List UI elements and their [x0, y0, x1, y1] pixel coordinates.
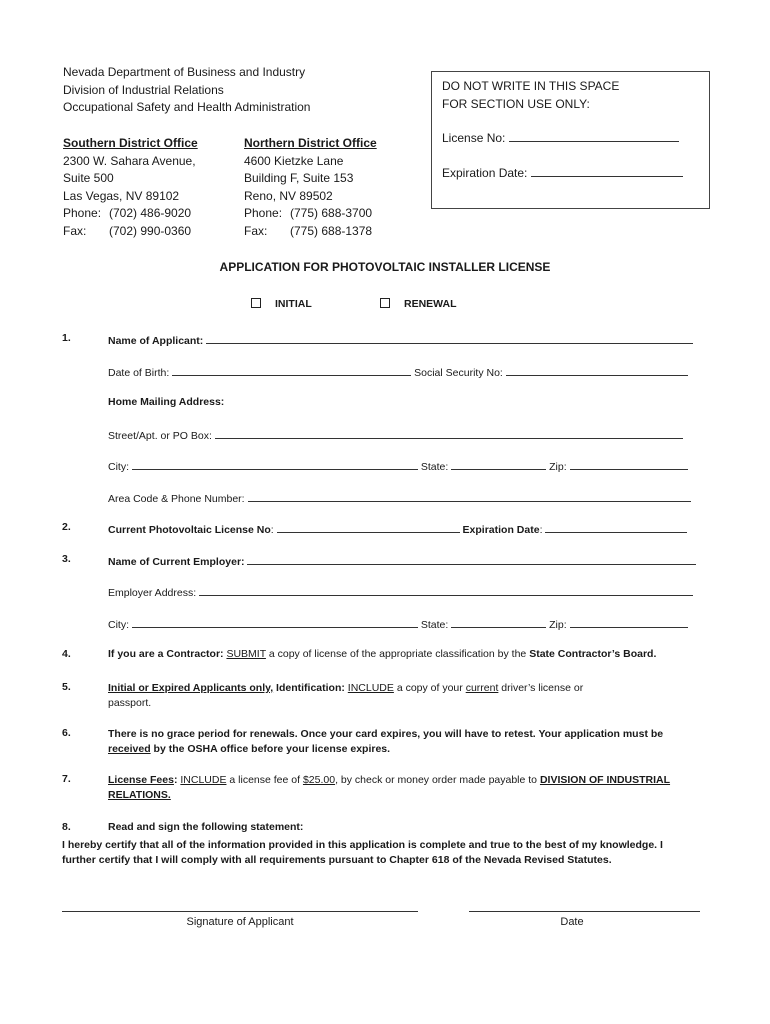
received-text: received: [108, 743, 151, 755]
street-field[interactable]: [215, 427, 683, 439]
contractors-board-text: State Contractor’s Board.: [529, 648, 657, 660]
osha-name: Occupational Safety and Health Administration: [63, 100, 311, 114]
fax-number: (775) 688-1378: [290, 223, 373, 238]
certification-line2: further certify that I will comply with all requirements pursuant to Chapter 618 of the Nevada Revised Statutes.: [62, 854, 612, 866]
form-title: APPLICATION FOR PHOTOVOLTAIC INSTALLER LICENSE: [219, 260, 551, 274]
southern-address-line: Las Vegas, NV 89102: [63, 188, 180, 203]
home-city-row: [108, 458, 688, 473]
identification-label: Identification:: [276, 682, 345, 694]
agency-name: Nevada Department of Business and Industry: [63, 65, 306, 79]
applicant-name-row: [108, 332, 693, 347]
initial-checkbox[interactable]: [251, 298, 261, 308]
office-expiration-field[interactable]: [531, 165, 683, 177]
current-license-label: Current Photovoltaic License No: [108, 524, 271, 536]
home-address-label: Home Mailing Address:: [108, 396, 225, 408]
employer-city-row: [108, 616, 688, 631]
street-label: Street/Apt. or PO Box:: [108, 430, 212, 442]
renewal-checkbox[interactable]: [380, 298, 390, 308]
office-use-line1: DO NOT WRITE IN THIS SPACE: [442, 79, 620, 93]
home-city-field[interactable]: [132, 458, 418, 470]
date-line[interactable]: [469, 911, 700, 912]
initial-label: INITIAL: [275, 298, 312, 310]
employer-row: [108, 553, 696, 568]
employer-label: Name of Current Employer:: [108, 556, 245, 568]
northern-district-office: [244, 135, 377, 240]
signature-label: Signature of Applicant: [186, 916, 294, 928]
employer-zip-field[interactable]: [570, 616, 688, 628]
northern-office-title: Northern District Office: [244, 136, 377, 150]
fee-amount: $25.00: [302, 774, 336, 786]
office-use-box: [431, 71, 710, 209]
applicant-name-field[interactable]: [206, 332, 693, 344]
zip-label: Zip:: [549, 619, 567, 631]
include-text: INCLUDE: [347, 682, 394, 694]
current-license-field[interactable]: [277, 521, 460, 533]
northern-address-line: Building F, Suite 153: [244, 171, 354, 185]
employer-address-row: [108, 584, 693, 599]
renewal-label: RENEWAL: [404, 298, 457, 310]
phone-field[interactable]: [248, 490, 691, 502]
phone-number: (775) 688-3700: [290, 206, 373, 220]
fee-text: a license fee of: [229, 774, 301, 786]
office-expiration-row: [442, 165, 699, 183]
employer-city-field[interactable]: [132, 616, 418, 628]
phone-row: [108, 490, 691, 505]
employer-address-field[interactable]: [199, 584, 693, 596]
statement-label: Read and sign the following statement:: [108, 821, 304, 833]
grace-period-line2: by the OSHA office before your license expires.: [153, 743, 391, 755]
employer-field[interactable]: [247, 553, 696, 565]
submit-text: SUBMIT: [226, 648, 266, 660]
office-license-label: License No:: [442, 131, 506, 145]
city-label: City:: [108, 461, 129, 473]
state-label: State:: [420, 619, 449, 631]
signature-line[interactable]: [62, 911, 418, 912]
initial-expired-text: Initial or Expired Applicants only,: [108, 682, 274, 694]
colon: :: [539, 524, 543, 536]
zip-label: Zip:: [549, 461, 567, 473]
item-number: 7.: [62, 773, 71, 785]
phone-number: (702) 486-9020: [109, 206, 192, 220]
southern-district-office: [63, 135, 198, 240]
fee-payable-text: , by check or money order made payable to: [335, 774, 538, 786]
expiration-date-label: Expiration Date: [462, 524, 540, 536]
identification-instruction: [108, 681, 583, 711]
dob-ssn-row: [108, 364, 688, 379]
employer-state-field[interactable]: [451, 616, 546, 628]
item-number: 5.: [62, 681, 71, 693]
identification-text: a copy of your: [396, 682, 463, 694]
office-use-line2: FOR SECTION USE ONLY:: [442, 96, 590, 111]
renewal-option[interactable]: [380, 298, 457, 310]
certification-line1: I hereby certify that all of the information provided in this application is complete and true to the best of my knowledge. I: [62, 839, 663, 851]
office-license-field[interactable]: [509, 130, 679, 142]
employer-address-label: Employer Address:: [108, 587, 197, 599]
grace-period-notice: [108, 727, 663, 757]
include-text: INCLUDE: [180, 774, 227, 786]
phone-label: Phone:: [244, 206, 283, 220]
division-payee: DIVISION OF INDUSTRIAL: [539, 774, 671, 786]
phone-label: Phone:: [63, 206, 102, 220]
item-number: 3.: [62, 553, 71, 565]
date-label: Date: [560, 916, 584, 928]
home-zip-field[interactable]: [570, 458, 688, 470]
contractor-text: a copy of license of the appropriate classification by the: [268, 648, 527, 660]
southern-address-line: 2300 W. Sahara Avenue,: [63, 153, 196, 168]
agency-header: [63, 64, 310, 117]
southern-phone: [63, 205, 198, 223]
ssn-label: Social Security No:: [414, 367, 503, 379]
contractor-instruction: [108, 648, 656, 660]
colon: :: [270, 524, 274, 536]
dob-field[interactable]: [172, 364, 411, 376]
item-number: 6.: [62, 727, 71, 739]
item-number: 2.: [62, 521, 71, 533]
dob-label: Date of Birth:: [108, 367, 170, 379]
fax-label: Fax:: [63, 223, 87, 238]
southern-office-title: Southern District Office: [63, 136, 198, 150]
passport-text: passport.: [108, 697, 152, 709]
northern-address-line: Reno, NV 89502: [244, 188, 333, 203]
item-number: 1.: [62, 332, 71, 344]
identification-text-end: driver’s license or: [501, 682, 584, 694]
northern-fax: [244, 223, 377, 241]
relations-payee: RELATIONS.: [108, 789, 171, 801]
current-text: current: [465, 682, 499, 694]
license-fees-instruction: [108, 773, 670, 803]
street-row: [108, 427, 683, 442]
license-fees-label: License Fees: [108, 774, 174, 786]
office-expiration-label: Expiration Date:: [442, 165, 528, 180]
office-license-row: [442, 130, 699, 148]
fax-number: (702) 990-0360: [109, 223, 192, 238]
southern-fax: [63, 223, 198, 241]
colon: :: [173, 774, 178, 786]
division-name: Division of Industrial Relations: [63, 82, 224, 97]
ssn-field[interactable]: [506, 364, 688, 376]
northern-phone: [244, 205, 377, 223]
expiration-date-field[interactable]: [545, 521, 687, 533]
item-number: 4.: [62, 648, 71, 660]
home-state-field[interactable]: [451, 458, 546, 470]
certification-statement: [62, 838, 663, 868]
current-license-row: [108, 521, 687, 536]
state-label: State:: [420, 461, 449, 473]
contractor-label: If you are a Contractor:: [108, 648, 224, 660]
phone-label: Area Code & Phone Number:: [108, 493, 245, 505]
initial-option[interactable]: [251, 298, 312, 310]
fax-label: Fax:: [244, 223, 268, 238]
item-number: 8.: [62, 821, 71, 833]
northern-address-line: 4600 Kietzke Lane: [244, 153, 344, 168]
southern-address-line: Suite 500: [63, 171, 114, 185]
grace-period-line1: There is no grace period for renewals. Once your card expires, you will have to retest. Your application must be: [108, 728, 664, 740]
applicant-name-label: Name of Applicant:: [108, 335, 204, 347]
city-label: City:: [108, 619, 129, 631]
